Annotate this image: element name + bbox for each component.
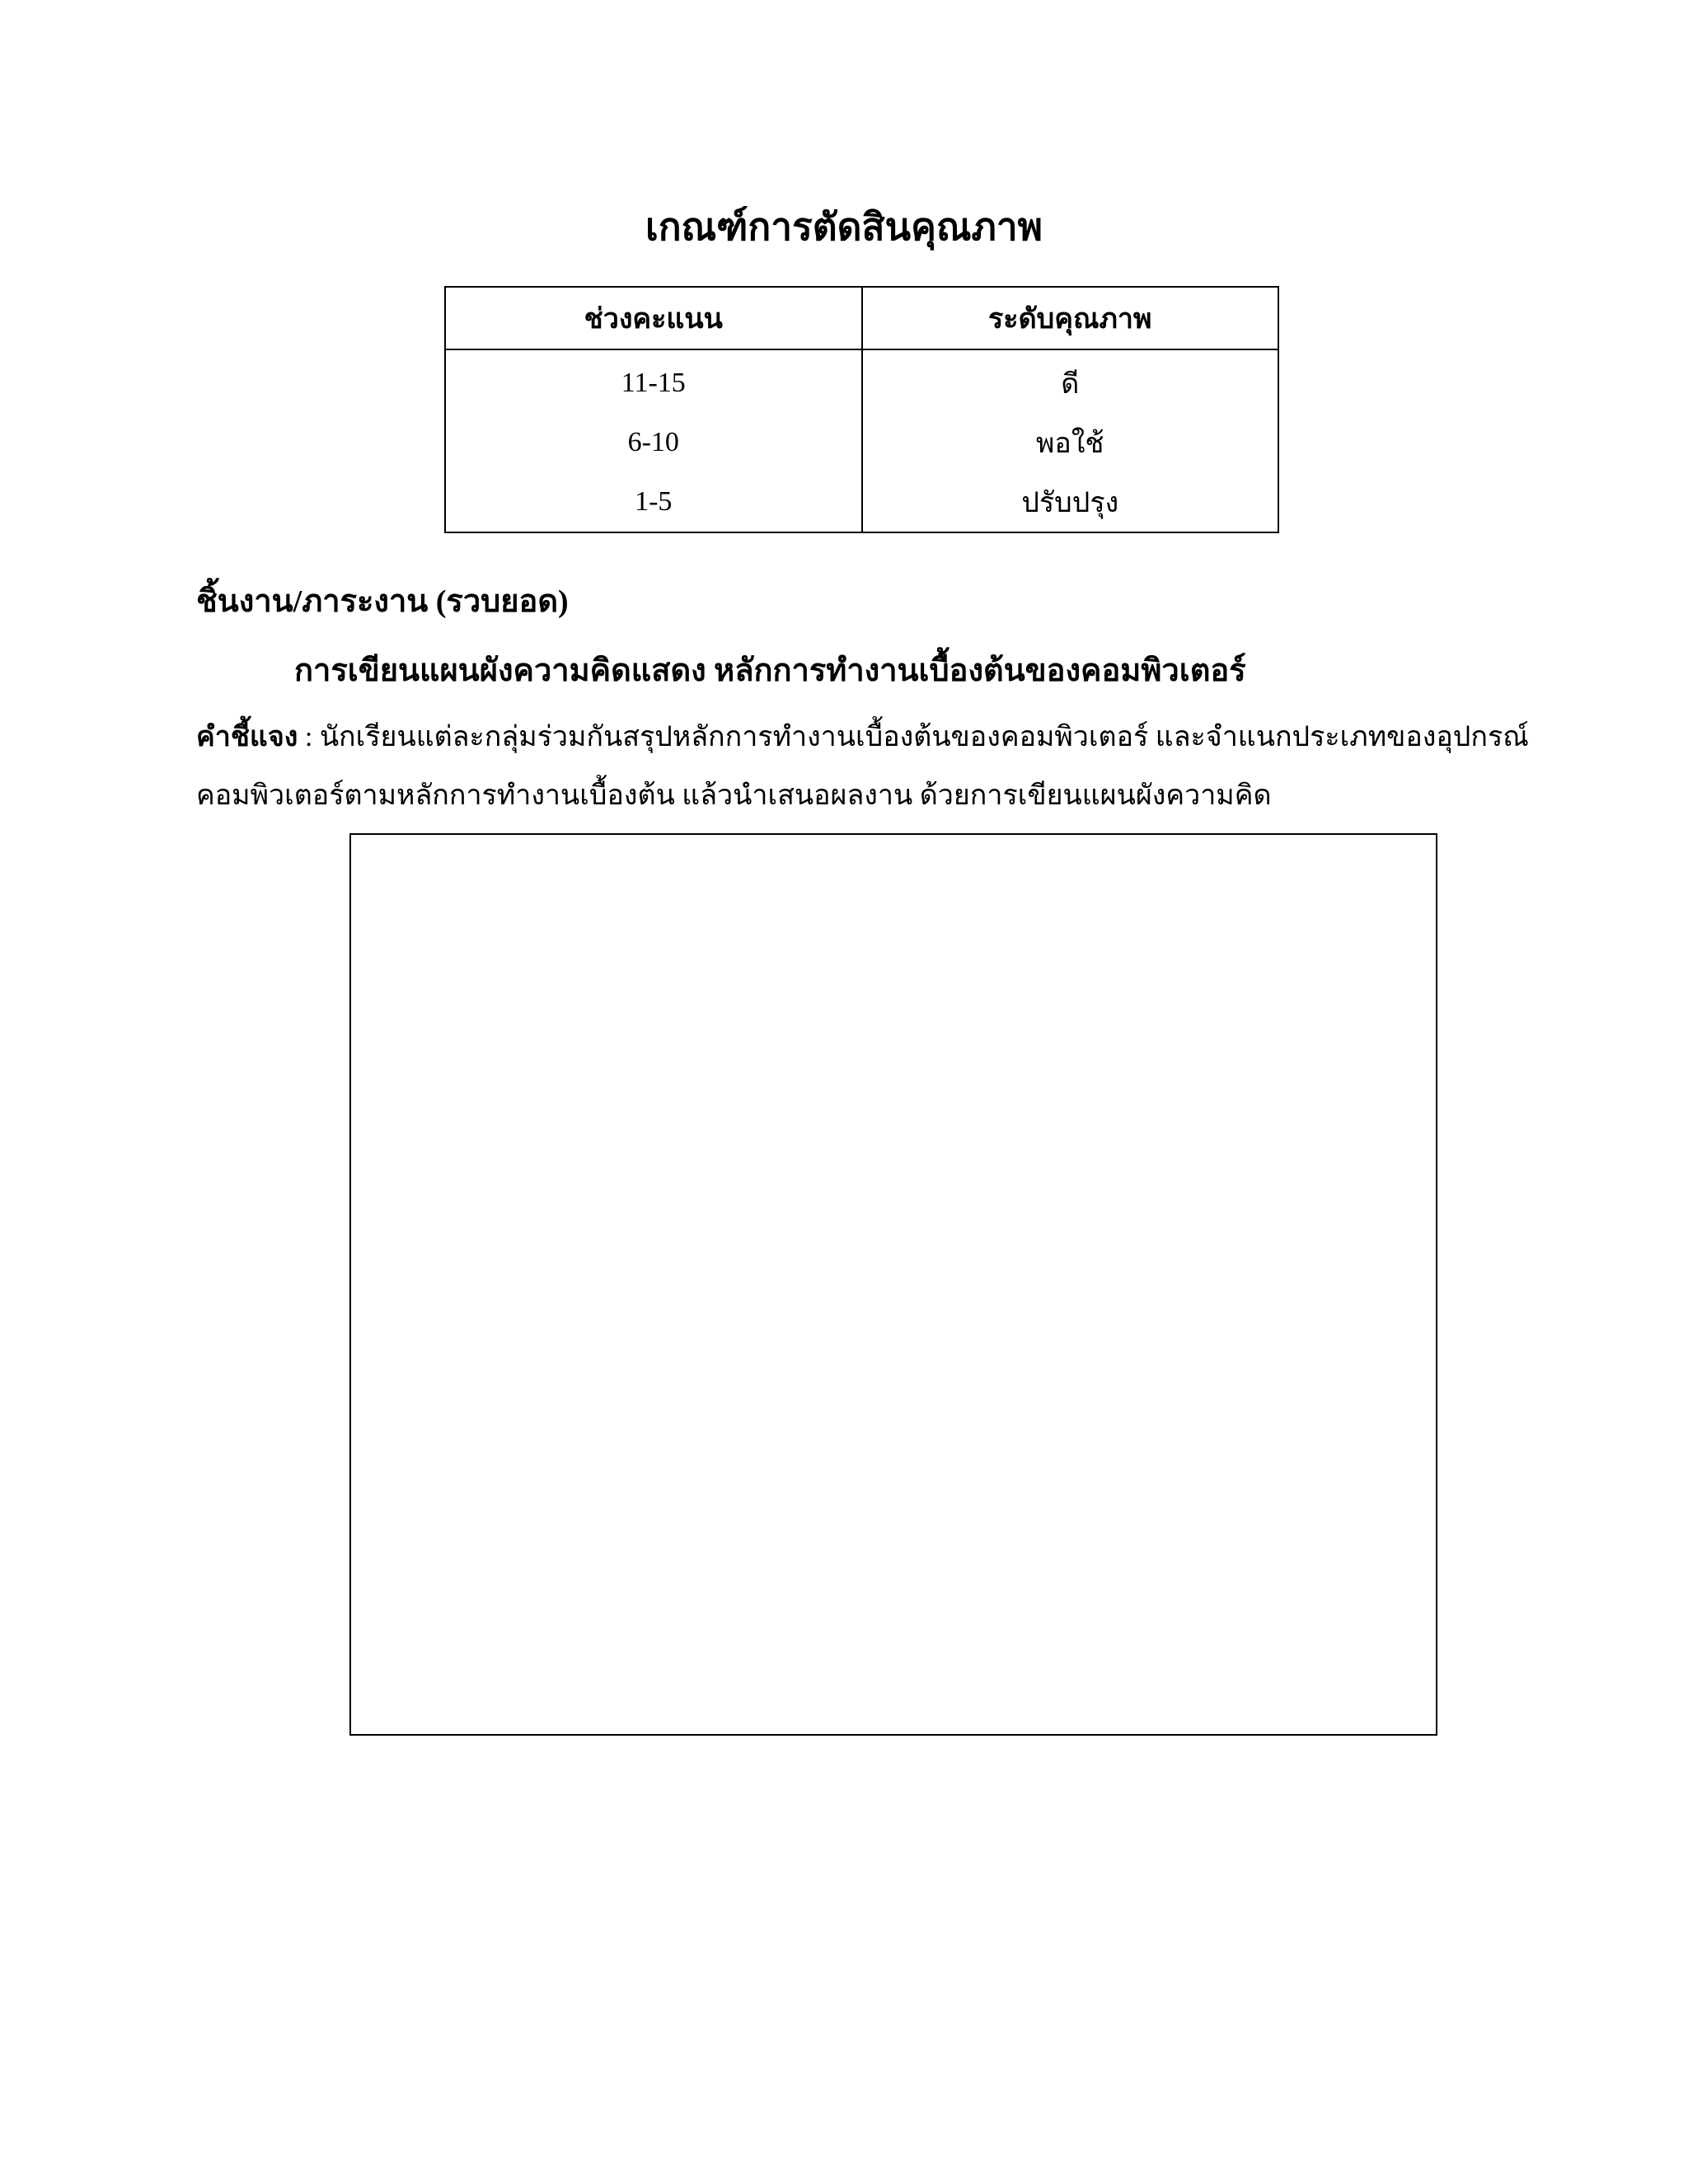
- table-row: [445, 472, 1278, 532]
- quality-level-cell: ดี: [862, 349, 1279, 413]
- header-quality-level: ระดับคุณภาพ: [862, 287, 1279, 349]
- score-range-cell: 6-10: [445, 413, 862, 472]
- quality-level-cell: พอใช้: [862, 413, 1279, 472]
- page-title: เกณฑ์การตัดสินคุณภาพ: [645, 206, 1043, 248]
- table-row: [445, 413, 1278, 472]
- score-range-cell: 11-15: [445, 349, 862, 413]
- score-range-cell: 1-5: [445, 472, 862, 532]
- header-score-range: ช่วงคะแนน: [445, 287, 862, 349]
- table-header-row: [445, 287, 1278, 349]
- section-heading: ชิ้นงาน/ภาระงาน (รวบยอด): [196, 584, 569, 619]
- instruction-line-1: [196, 721, 1529, 755]
- criteria-table: [444, 286, 1279, 533]
- instruction-line-2: คอมพิวเตอร์ตามหลักการทำงานเบื้องต้น แล้วนำเสนอผลงาน ด้วยการเขียนแผนผังความคิด: [196, 780, 1272, 811]
- task-title: การเขียนแผนผังความคิดแสดง หลักการทำงานเบื้องต้นของคอมพิวเตอร์: [294, 654, 1246, 688]
- instruction-label: คำชี้แจง: [196, 722, 298, 752]
- quality-level-cell: ปรับปรุง: [862, 472, 1279, 532]
- instruction-text-1: นักเรียนแต่ละกลุ่มร่วมกันสรุปหลักการทำงานเบื้องต้นของคอมพิวเตอร์ และจำแนกประเภทของอุปกรณ์: [319, 722, 1529, 752]
- table-row: [445, 349, 1278, 413]
- mind-map-answer-box: [349, 833, 1437, 1736]
- instruction-separator: :: [298, 722, 320, 752]
